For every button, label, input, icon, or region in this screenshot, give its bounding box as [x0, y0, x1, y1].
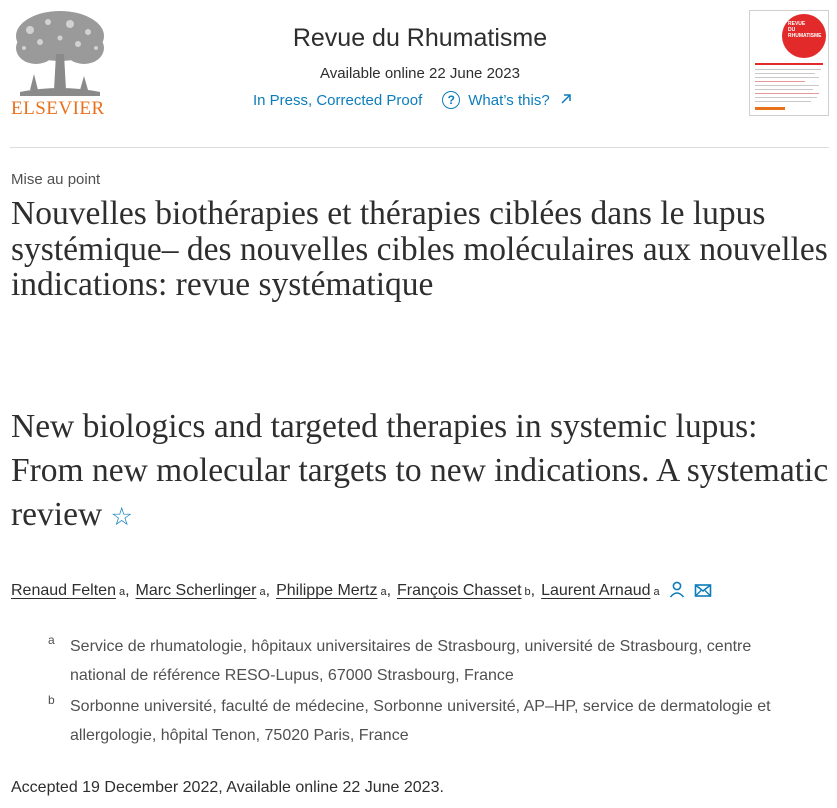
author-link[interactable]: François Chasset	[397, 582, 522, 599]
article-dates: Accepted 19 December 2022, Available online 22 June 2023.	[11, 779, 444, 796]
elsevier-tree-logo	[10, 8, 110, 98]
article-status-row	[253, 91, 572, 109]
author-link[interactable]: Laurent Arnaud	[541, 582, 651, 599]
author-link[interactable]: Marc Scherlinger	[135, 582, 257, 599]
header-divider	[10, 147, 829, 148]
author-affiliation-mark: a	[653, 586, 660, 598]
author-link[interactable]: Renaud Felten	[11, 582, 116, 599]
publisher-wordmark: ELSEVIER	[11, 98, 105, 119]
journal-title[interactable]: Revue du Rhumatisme	[292, 24, 548, 52]
available-online-date: Available online 22 June 2023	[320, 65, 520, 82]
affiliation-item	[48, 632, 808, 690]
question-circle-icon[interactable]: ?	[442, 91, 460, 109]
article-type: Mise au point	[11, 171, 101, 188]
affiliation-item	[48, 692, 808, 750]
external-arrow-icon	[560, 92, 572, 108]
author-affiliation-mark: a	[380, 586, 387, 598]
author-link[interactable]: Philippe Mertz	[276, 582, 378, 599]
author-affiliation-mark: b	[524, 586, 531, 598]
affiliation-text: Sorbonne université, faculté de médecine, Sorbonne université, AP–HP, service de dermatologie et allergologie, hôpital Tenon, 75020 Paris, France	[70, 698, 771, 744]
article-header	[0, 0, 837, 148]
cover-title: REVUE DU RHUMATISME	[788, 21, 822, 39]
affiliation-mark: b	[48, 693, 55, 707]
star-icon[interactable]: ☆	[110, 504, 133, 531]
author-list: Renaud Felten a , Marc Scherlinger a , Philippe Mertz a , François Chasset b , Laurent Arnaud a	[11, 577, 712, 600]
article-title-en-text: New biologics and targeted therapies in systemic lupus: From new molecular targets to new indications. A systematic review	[11, 408, 829, 533]
person-icon[interactable]	[668, 580, 686, 603]
whats-this-link[interactable]: What’s this?	[468, 91, 550, 109]
affiliations	[48, 632, 808, 752]
affiliation-text: Service de rhumatologie, hôpitaux universitaires de Strasbourg, université de Strasbourg, centre national de référence RESO-Lupus, 67000 Strasbourg, France	[70, 638, 752, 684]
journal-cover-thumbnail[interactable]	[749, 10, 829, 116]
author-affiliation-mark: a	[118, 586, 126, 598]
author-affiliation-mark: a	[259, 586, 266, 598]
mail-icon[interactable]	[694, 582, 712, 603]
in-press-link[interactable]: In Press, Corrected Proof	[253, 91, 423, 109]
article-title-fr: Nouvelles biothérapies et thérapies ciblées dans le lupus systémique– des nouvelles cibles moléculaires aux nouvelles indications: revue systématique	[11, 195, 828, 303]
article-title-en	[11, 405, 831, 540]
affiliation-mark: a	[48, 633, 55, 647]
